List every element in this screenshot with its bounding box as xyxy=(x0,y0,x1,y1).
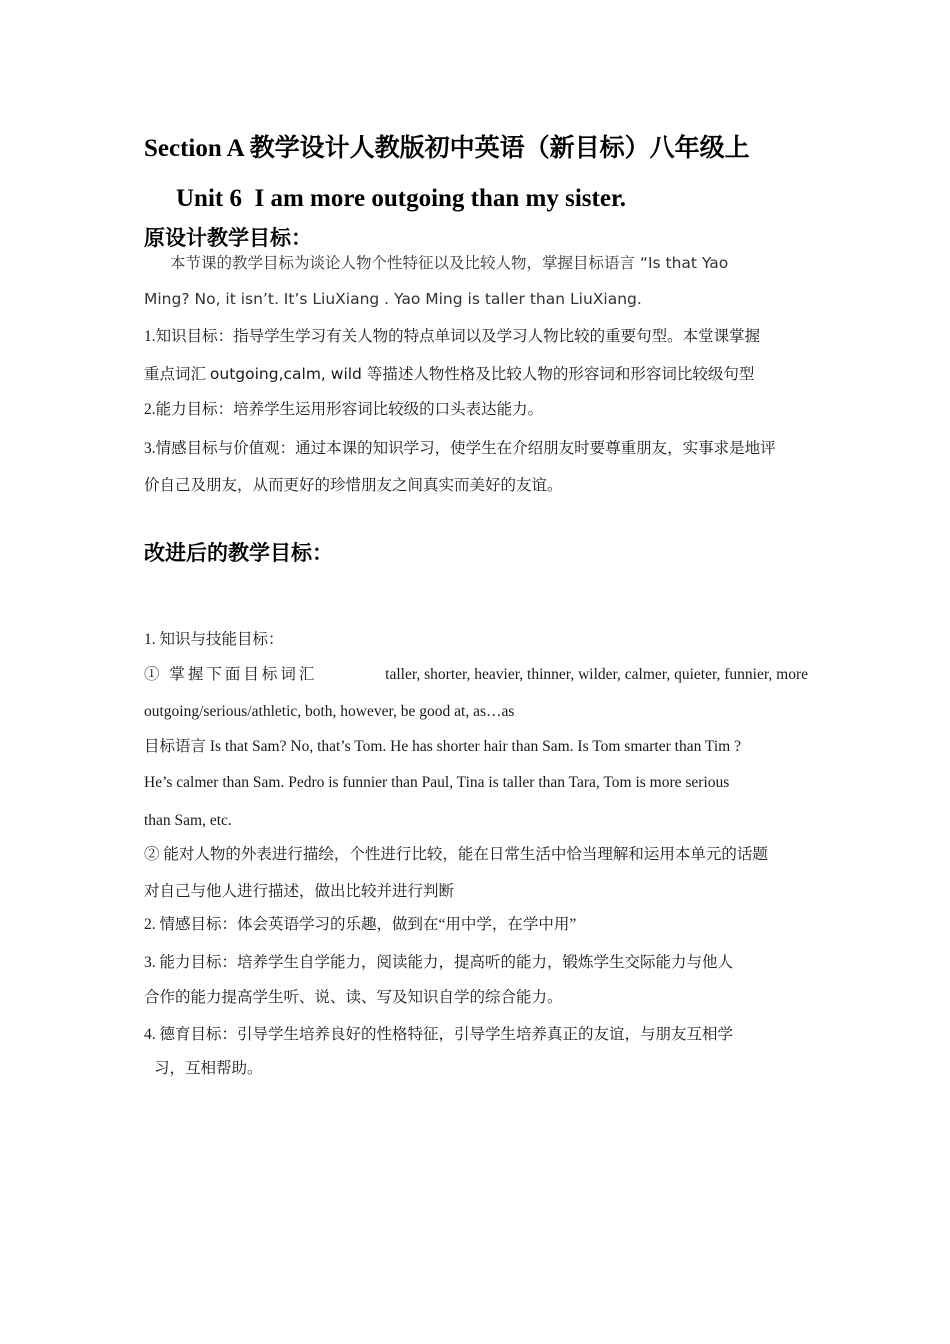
goal1-prefix: 重点词汇 xyxy=(144,366,210,383)
goal1-suffix: 等描述人物性格及比较人物的形容词和形容词比较级句型 xyxy=(366,366,755,383)
original-goal1-line1: 1.知识目标：指导学生学习有关人物的特点单词以及学习人物比较的重要句型。本堂课掌握 xyxy=(144,328,761,345)
original-goal3-line2: 价自己及朋友，从而更好的珍惜朋友之间真实而美好的友谊。 xyxy=(144,477,563,494)
original-intro-line2: Ming? No, it isn’t. It’s LiuXiang . Yao Ming is taller than LiuXiang. xyxy=(144,290,642,308)
unit-title: Unit 6 I am more outgoing than my sister. xyxy=(176,185,627,212)
knowledge-item1-line1 xyxy=(144,664,808,686)
knowledge-item1-line4: He’s calmer than Sam. Pedro is funnier than Paul, Tina is taller than Tara, Tom is more serious xyxy=(144,774,730,791)
knowledge-item1-line2: outgoing/serious/athletic, both, however, be good at, as…as xyxy=(144,703,515,720)
knowledge-item2-line1: ② 能对人物的外表进行描绘，个性进行比较，能在日常生活中恰当理解和运用本单元的话题 xyxy=(144,846,768,863)
goal1-vocab: outgoing,calm, wild xyxy=(209,365,367,383)
original-goal3-line1: 3.情感目标与价值观：通过本课的知识学习，使学生在介绍朋友时要尊重朋友，实事求是地评 xyxy=(144,440,776,457)
original-goals-heading: 原设计教学目标： xyxy=(144,226,312,250)
knowledge-skills-heading: 1. 知识与技能目标： xyxy=(144,631,284,648)
emotion-goal: 2. 情感目标：体会英语学习的乐趣，做到在“用中学，在学中用” xyxy=(144,916,577,933)
moral-goal-line2: 习，互相帮助。 xyxy=(154,1060,263,1077)
improved-goals-heading: 改进后的教学目标： xyxy=(144,541,333,565)
document-title: Section A 教学设计人教版初中英语（新目标）八年级上 xyxy=(144,135,750,162)
original-intro-text: 本节课的教学目标为谈论人物个性特征以及比较人物，掌握目标语言 “Is that Yao xyxy=(170,254,729,272)
ability-goal-line2: 合作的能力提高学生听、说、读、写及知识自学的综合能力。 xyxy=(144,989,563,1006)
original-intro-line1 xyxy=(170,252,808,275)
knowledge-item1-line3: 目标语言 Is that Sam? No, that’s Tom. He has shorter hair than Sam. Is Tom smarter than Tim ? xyxy=(144,738,741,755)
knowledge-item1-line5: than Sam, etc. xyxy=(144,812,232,829)
original-goal1-line2 xyxy=(144,363,808,386)
knowledge-item1-label: ① 掌握下面目标词汇 xyxy=(144,666,318,683)
ability-goal-line1: 3. 能力目标：培养学生自学能力，阅读能力，提高听的能力，锻炼学生交际能力与他人 xyxy=(144,954,734,971)
original-goal2: 2.能力目标：培养学生运用形容词比较级的口头表达能力。 xyxy=(144,401,544,418)
moral-goal-line1: 4. 德育目标：引导学生培养良好的性格特征，引导学生培养真正的友谊，与朋友互相学 xyxy=(144,1026,734,1043)
knowledge-item1-words: taller, shorter, heavier, thinner, wilder, calmer, quieter, funnier, more xyxy=(385,666,808,683)
knowledge-item2-line2: 对自己与他人进行描述，做出比较并进行判断 xyxy=(144,883,455,900)
